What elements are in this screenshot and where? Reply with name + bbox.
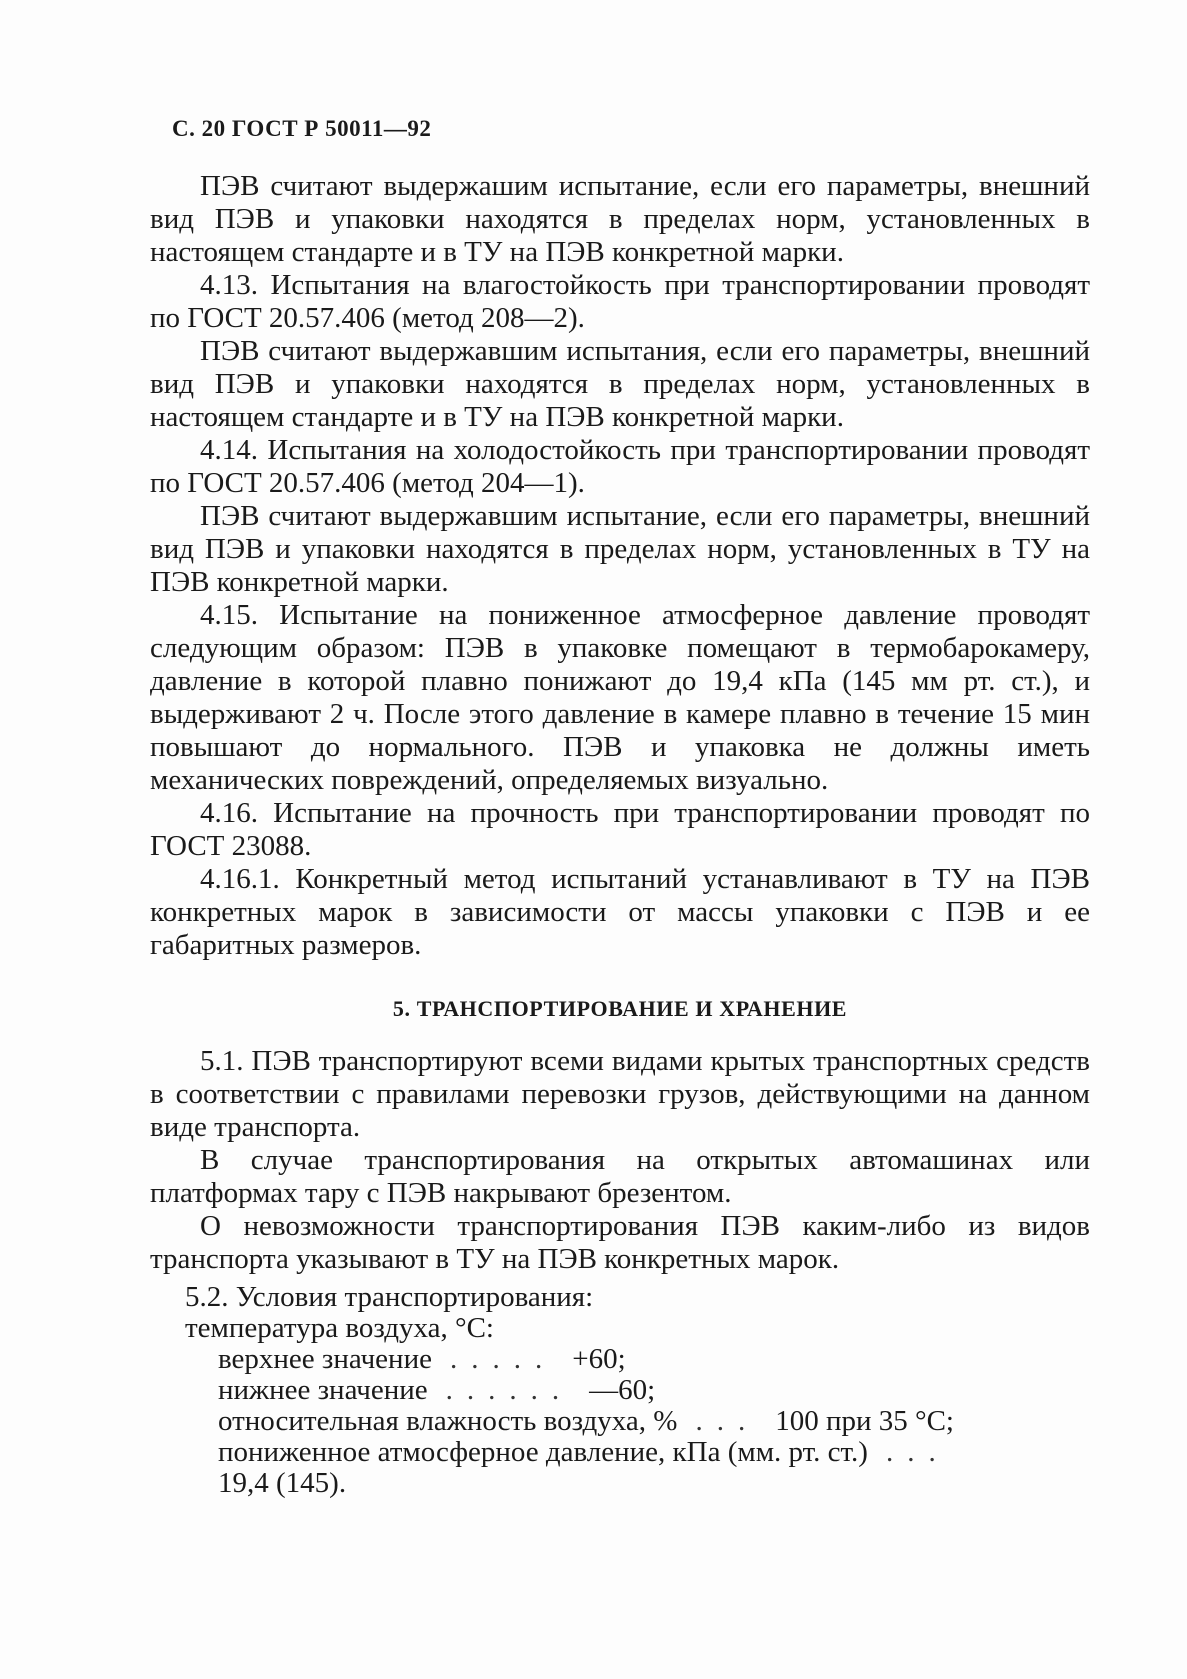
dot-leader: ... [695, 1405, 760, 1437]
section-4-text [150, 170, 1090, 962]
paragraph: О невозможности транспортирования ПЭВ каким-либо из видов транспорта указывают в ТУ на ПЭВ конкретных марок. [150, 1210, 1090, 1275]
condition-pressure-value [218, 1468, 1158, 1499]
condition-lower-temperature [218, 1375, 1158, 1406]
section-heading: 5. ТРАНСПОРТИРОВАНИЕ И ХРАНЕНИЕ [392, 996, 848, 1021]
dot-leader: ..... [449, 1343, 557, 1375]
paragraph: 4.14. Испытания на холодостойкость при транспортировании проводят по ГОСТ 20.57.406 (метод 204—1). [150, 434, 1090, 499]
dot-leader: ... [885, 1436, 950, 1468]
paragraph: В случае транспортирования на открытых автомашинах или платформах тару с ПЭВ накрывают брезентом. [150, 1144, 1090, 1209]
condition-label: относительная влажность воздуха, % [218, 1405, 678, 1437]
condition-value: 100 при 35 °С; [775, 1405, 954, 1437]
section-5-text [150, 1045, 1090, 1276]
page-header: С. 20 ГОСТ Р 50011—92 [172, 116, 432, 141]
condition-pressure [218, 1437, 1158, 1468]
condition-humidity [218, 1406, 1158, 1437]
condition-value: +60; [572, 1343, 626, 1375]
paragraph: 4.13. Испытания на влагостойкость при транспортировании проводят по ГОСТ 20.57.406 (метод 208—2). [150, 269, 1090, 334]
paragraph: 4.16. Испытание на прочность при транспортировании проводят по ГОСТ 23088. [150, 797, 1090, 862]
condition-value: 19,4 (145). [218, 1467, 347, 1499]
paragraph: 5.1. ПЭВ транспортируют всеми видами крытых транспортных средств в соответствии с правилами перевозки грузов, действующими на данном виде транспорта. [150, 1045, 1090, 1143]
condition-label: нижнее значение [218, 1374, 428, 1406]
conditions-title-text: 5.2. Условия транспортирования: [185, 1281, 594, 1313]
conditions-subtitle-text: температура воздуха, °С: [185, 1312, 494, 1344]
paragraph: 4.16.1. Конкретный метод испытаний устанавливают в ТУ на ПЭВ конкретных марок в зависимости от массы упаковки с ПЭВ и ее габаритных размеров. [150, 863, 1090, 961]
condition-value: —60; [589, 1374, 656, 1406]
paragraph: ПЭВ считают выдержавшим испытание, если его параметры, внешний вид ПЭВ и упаковки находятся в пределах норм, установленных в ТУ на ПЭВ конкретной марки. [150, 500, 1090, 598]
paragraph: ПЭВ считают выдержашим испытание, если его параметры, внешний вид ПЭВ и упаковки находятся в пределах норм, установленных в настоящем стандарте и в ТУ на ПЭВ конкретной марки. [150, 170, 1090, 268]
condition-label: пониженное атмосферное давление, кПа (мм. рт. ст.) [218, 1436, 868, 1468]
paragraph: 4.15. Испытание на пониженное атмосферное давление проводят следующим образом: ПЭВ в упаковке помещают в термобарокамеру, давление в которой плавно понижают до 19,4 кПа (145 мм рт. ст.), и выдерживают 2 ч. После этого давление в камере плавно в течение 15 мин повышают до нормального. ПЭВ и упаковка не должны иметь механических повреждений, определяемых визуально. [150, 599, 1090, 796]
conditions-title [185, 1282, 1125, 1313]
condition-label: верхнее значение [218, 1343, 432, 1375]
paragraph: ПЭВ считают выдержавшим испытания, если его параметры, внешний вид ПЭВ и упаковки находятся в пределах норм, установленных в настоящем стандарте и в ТУ на ПЭВ конкретной марки. [150, 335, 1090, 433]
condition-upper-temperature [218, 1344, 1158, 1375]
dot-leader: ...... [445, 1374, 574, 1406]
conditions-subtitle [185, 1313, 1125, 1344]
